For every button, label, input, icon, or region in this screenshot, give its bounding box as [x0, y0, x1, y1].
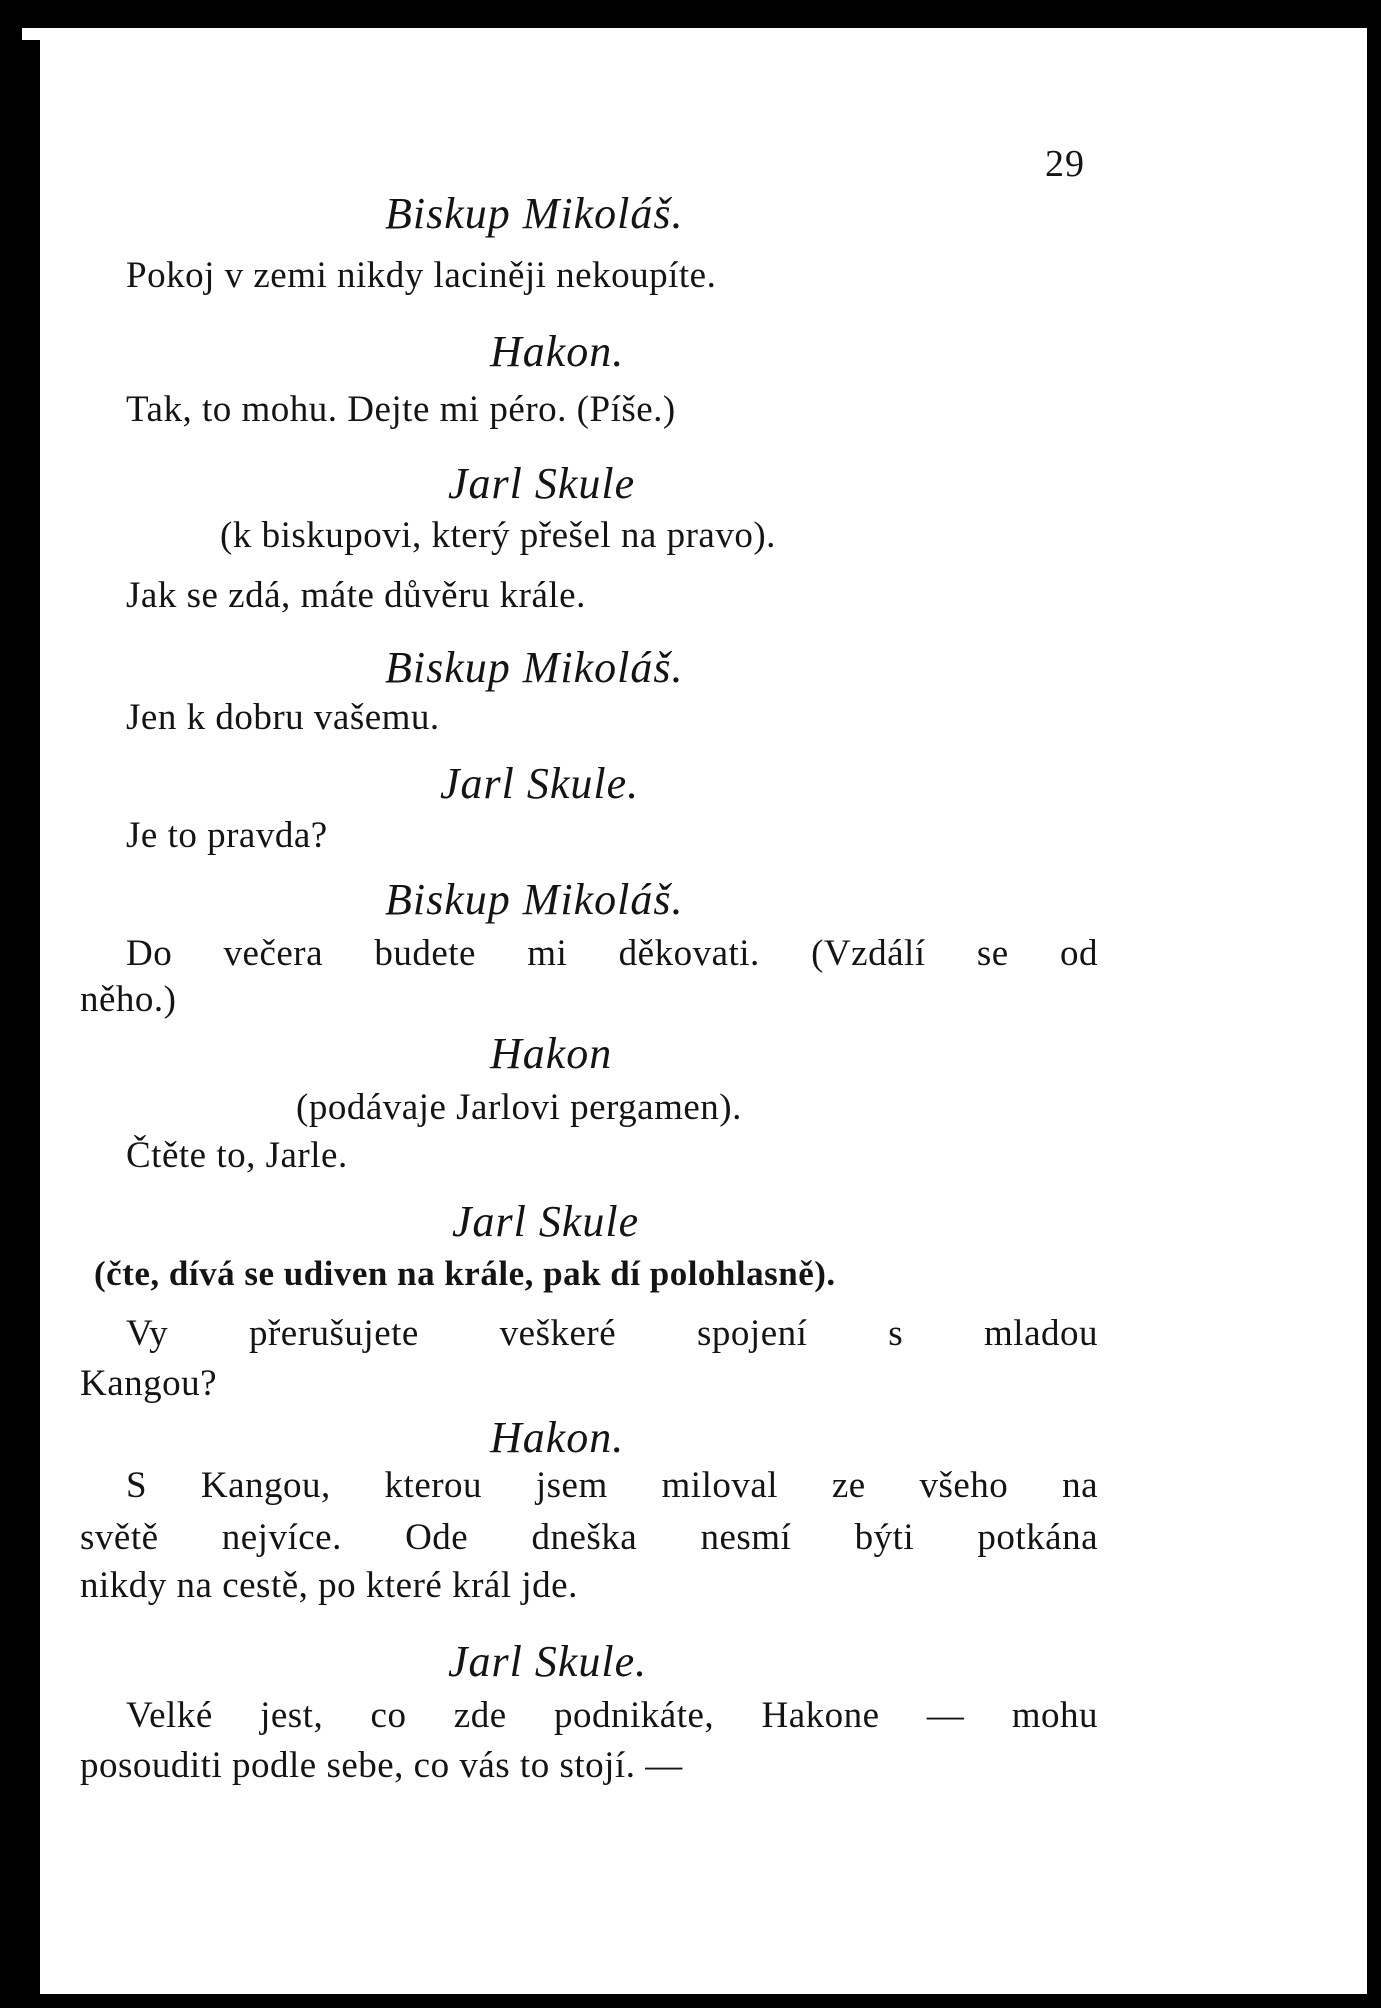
book-spine-edge [22, 40, 40, 2000]
dialogue-line: Jen k dobru vašemu. [126, 697, 440, 738]
speaker-name: Hakon. [490, 327, 625, 376]
scan-border-right [1367, 0, 1381, 2008]
dialogue-line: S Kangou, kterou jsem miloval ze všeho na [126, 1465, 1098, 1506]
speaker-name: Hakon [490, 1029, 613, 1078]
speaker-name: Biskup Mikoláš. [385, 189, 684, 238]
speaker-name: Biskup Mikoláš. [385, 643, 684, 692]
dialogue-line: Tak, to mohu. Dejte mi péro. (Píše.) [126, 389, 676, 430]
speaker-name: Hakon. [490, 1413, 625, 1462]
speaker-name: Jarl Skule [448, 459, 636, 508]
speaker-name: Jarl Skule. [448, 1637, 648, 1686]
dialogue-line: posouditi podle sebe, co vás to stojí. — [80, 1745, 683, 1786]
scan-border-left [0, 0, 22, 2008]
dialogue-line: Vy přerušujete veškeré spojení s mladou [126, 1313, 1098, 1354]
dialogue-line: Kangou? [80, 1363, 218, 1404]
speaker-name: Jarl Skule [452, 1197, 640, 1246]
scan-border-top [0, 0, 1381, 28]
dialogue-line: světě nejvíce. Ode dneška nesmí býti potkána [80, 1517, 1098, 1558]
dialogue-line: Velké jest, co zde podnikáte, Hakone — mohu [126, 1695, 1098, 1736]
book-page [40, 28, 1367, 1994]
dialogue-line: Jak se zdá, máte důvěru krále. [126, 575, 586, 616]
dialogue-line: Do večera budete mi děkovati. (Vzdálí se od [126, 933, 1098, 974]
dialogue-line: Pokoj v zemi nikdy laciněji nekoupíte. [126, 255, 717, 296]
speaker-name: Biskup Mikoláš. [385, 875, 684, 924]
dialogue-line: nikdy na cestě, po které král jde. [80, 1565, 578, 1606]
speaker-name: Jarl Skule. [440, 759, 640, 808]
stage-direction: (k biskupovi, který přešel na pravo). [220, 515, 776, 556]
scan-border-bottom [0, 1994, 1381, 2008]
dialogue-line: Čtěte to, Jarle. [126, 1135, 348, 1176]
page-number: 29 [1045, 143, 1085, 185]
dialogue-line: něho.) [80, 979, 177, 1020]
stage-direction: (podávaje Jarlovi pergamen). [296, 1087, 742, 1128]
stage-direction: (čte, dívá se udiven na krále, pak dí polohlasně). [94, 1254, 836, 1293]
dialogue-line: Je to pravda? [126, 815, 328, 856]
